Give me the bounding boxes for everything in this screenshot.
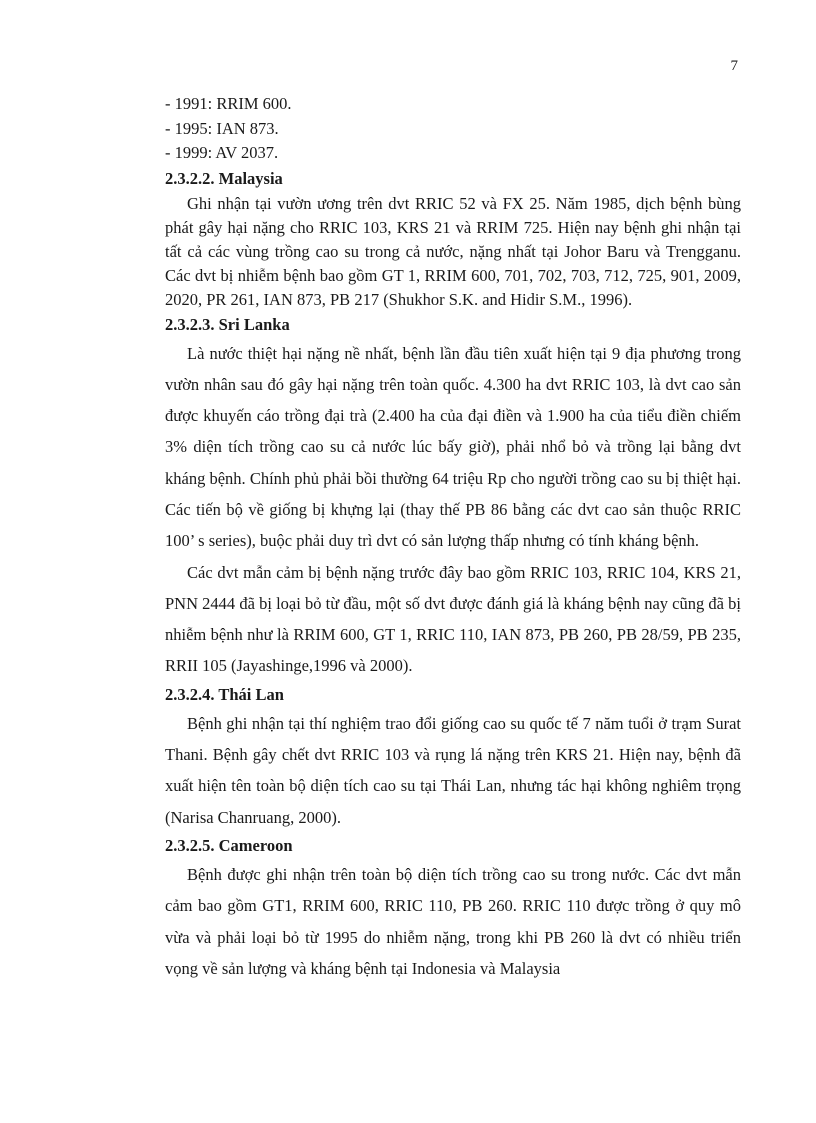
section-heading-sri-lanka: 2.3.2.3. Sri Lanka [165,314,290,334]
section-heading-cameroon: 2.3.2.5. Cameroon [165,835,293,855]
list-item: - 1995: IAN 873. [165,118,279,138]
paragraph-malaysia: Ghi nhận tại vườn ương trên dvt RRIC 52 và FX 25. Năm 1985, dịch bệnh bùng phát gây hại nặng cho RRIC 103, KRS 21 và RRIM 725. Hiện nay bệnh ghi nhận tại tất cả các vùng trồng cao su trong cả nước, nặng nhất tại Johor Baru và Trengganu. Các dvt bị nhiễm bệnh bao gồm GT 1, RRIM 600, 701, 702, 703, 712, 725, 901, 2009, 2020, PR 261, IAN 873, PB 217 (Shukhor S.K. and Hidir S.M., 1996). [165,193,741,309]
paragraph-cameroon: Bệnh được ghi nhận trên toàn bộ diện tích trồng cao su trong nước. Các dvt mẫn cảm bao gồm GT1, RRIM 600, RRIC 110, PB 260. RRIC 110 được trồng ở quy mô vừa và phải loại bỏ từ 1995 do nhiễm nặng, trong khi PB 260 là dvt có nhiều triển vọng về sản lượng và kháng bệnh tại Indonesia và Malaysia [165,864,741,978]
section-heading-malaysia: 2.3.2.2. Malaysia [165,168,283,188]
paragraph-sri-lanka-2: Các dvt mẫn cảm bị bệnh nặng trước đây bao gồm RRIC 103, RRIC 104, KRS 21, PNN 2444 đã bị loại bỏ từ đầu, một số dvt được đánh giá là kháng bệnh nay cũng đã bị nhiễm bệnh như là RRIM 600, GT 1, RRIC 110, IAN 873, PB 260, PB 28/59, PB 235, RRII 105 (Jayashinge,1996 và 2000). [165,562,741,676]
page-number: 7 [730,58,738,74]
document-body [165,92,741,984]
list-item: - 1991: RRIM 600. [165,94,292,113]
paragraph-thai-lan: Bệnh ghi nhận tại thí nghiệm trao đổi giống cao su quốc tế 7 năm tuổi ở trạm Surat Thani. Bệnh gây chết dvt RRIC 103 và rụng lá nặng trên KRS 21. Hiện nay, bệnh đã xuất hiện tên toàn bộ diện tích cao su tại Thái Lan, nhưng tác hại không nghiêm trọng (Narisa Chanruang, 2000). [165,713,741,827]
list-item: - 1999: AV 2037. [165,143,279,162]
paragraph-sri-lanka-1: Là nước thiệt hại nặng nề nhất, bệnh lần đầu tiên xuất hiện tại 9 địa phương trong vườn nhân sau đó gây hại nặng trên toàn quốc. 4.300 ha dvt RRIC 103, là dvt cao sản được khuyến cáo trồng đại trà (2.400 ha của đại điền và 1.900 ha của tiểu điền chiếm 3% diện tích trồng cao su cả nước lúc bấy giờ), phải nhổ bỏ và trồng lại bằng dvt kháng bệnh. Chính phủ phải bồi thường 64 triệu Rp cho người trồng cao su bị thiệt hại. Các tiến bộ về giống bị khựng lại (thay thế PB 86 bằng các dvt cao sản thuộc RRIC 100’ s series), buộc phải duy trì dvt có sản lượng thấp nhưng có tính kháng bệnh. [165,343,741,551]
section-heading-thai-lan: 2.3.2.4. Thái Lan [165,684,284,704]
